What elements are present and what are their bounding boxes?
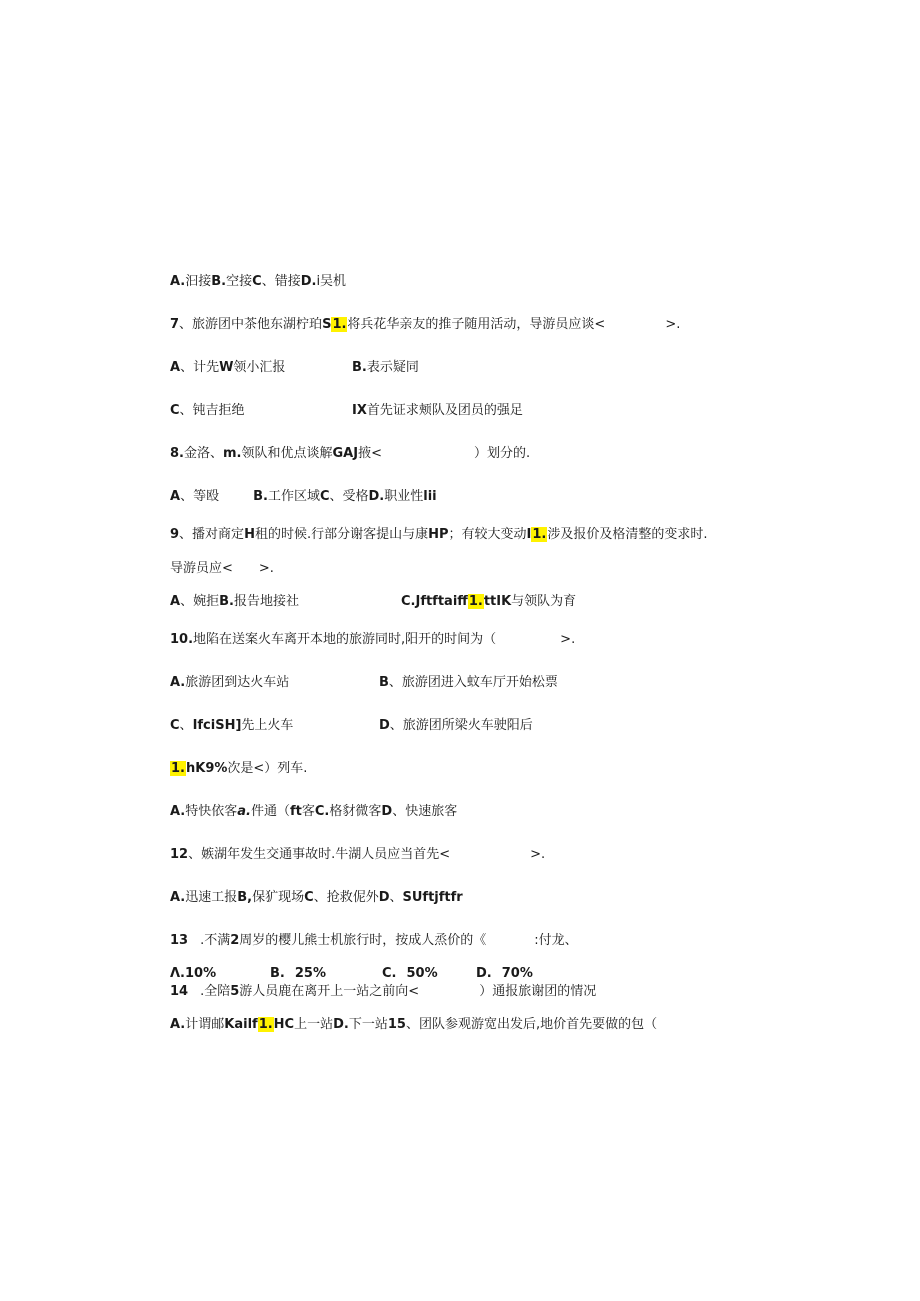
option-text: W [219,360,234,375]
option-text: 迅速工报 [185,890,238,905]
option-c-label: C [170,718,180,733]
option-text: 工作区域 [267,489,320,504]
option-a-label: A [170,594,181,609]
option-c-q13 [382,966,438,982]
option-text: 格豺微客 [329,804,382,819]
option-b-label: B. [270,966,285,981]
option-text: 、旅游团进入蚊车厅开始松票 [388,675,558,690]
option-a-q10 [170,675,289,691]
option-text: 与领队为育 [511,594,577,609]
option-b-q13 [270,966,326,982]
question-text: 金洛、 [183,446,223,461]
question-end: >. [258,561,274,576]
option-text: 、婉拒 [180,594,220,609]
question-number: 8. [170,446,184,461]
option-line-q11 [170,804,457,820]
option-c-label: C [304,890,314,905]
option-d-q13 [476,966,533,982]
highlight-marker: 1. [258,1017,273,1032]
option-text: 报告地接社 [233,594,299,609]
option-b-label: B. [253,489,268,504]
question-text: 领队和优点谈解 [241,446,333,461]
question-number: 9 [170,527,180,542]
question-text: GAJ [332,446,359,461]
question-text: 5 [230,984,240,999]
option-text: ttIK [483,594,512,609]
question-number: 10. [170,632,194,647]
option-line-q6 [170,274,346,290]
option-a-label: A. [170,274,186,289]
option-line-q12 [170,890,463,906]
option-text: IfciSH] [192,718,242,733]
question-text: HP [428,527,449,542]
option-b-label: a. [237,804,251,819]
question-text: 导游员应< [170,561,233,576]
option-d-label: D. [333,1017,349,1032]
option-text: HC [273,1017,295,1032]
question-text: 租的时候.行部分谢客提山与康 [254,527,429,542]
question-number: 12 [170,847,189,862]
option-c-label: C. [314,804,330,819]
question-number: 13 [170,933,189,948]
option-d-text: 70% [501,966,533,981]
question-number: 7 [170,317,180,332]
option-c-label: C [319,489,330,504]
question-end: >. [665,317,681,332]
question-7 [170,317,680,333]
option-text: 领小汇报 [233,360,286,375]
option-c-label: C. [382,966,397,981]
option-text: 、旅游团所梁火车驶阳后 [389,718,533,733]
option-a-label: A. [170,1017,186,1032]
question-text: 、旅游团中茶他东湖柠珀 [179,317,323,332]
question-10 [170,632,575,648]
option-text: 、 [389,890,403,905]
question-text: 2 [230,933,240,948]
option-c-label: C [170,403,180,418]
option-a-label: A [170,360,181,375]
option-a-label: A. [170,804,186,819]
option-text: 特快依客 [185,804,238,819]
option-b-text: 25% [294,966,326,981]
question-8 [170,446,530,462]
option-a-q7 [170,360,285,376]
option-line-q14 [170,1017,657,1033]
option-text: 、等殴 [180,489,220,504]
question-text: 游人员鹿在离开上一站之前向< [239,984,420,999]
option-text: 上一站 [294,1017,334,1032]
option-a-label: A [170,489,181,504]
option-a-text: 汩接 [185,274,212,289]
option-line-q8 [170,489,437,505]
option-b-label: B. [219,594,234,609]
option-c-label: C [252,274,262,289]
option-text: SUftjftfr [402,890,463,905]
option-text: 、计先 [180,360,220,375]
question-text: I [526,527,532,542]
question-14 [170,984,596,1000]
question-text: 掖< [358,446,382,461]
option-d-label: D. [300,274,317,289]
question-text: H [244,527,255,542]
question-end: :付龙、 [534,933,578,948]
option-a-q13 [170,966,216,982]
option-text: 件通（ [250,804,290,819]
option-text: 计谓邮 [185,1017,225,1032]
option-b-label: B. [211,274,227,289]
option-d-q7 [352,403,523,419]
option-c-q10 [170,718,293,734]
option-c-label: C.Jftftaiff [401,594,468,609]
option-d-label: D [381,804,393,819]
option-ab-q9 [170,594,299,610]
option-text: 客 [301,804,315,819]
option-text: 保犷现场 [252,890,305,905]
question-9-continued [170,561,274,577]
option-b-q10 [379,675,558,691]
question-text: 地陷在送案火车离开本地的旅游同时,阳开的时间为（ [193,632,497,647]
question-text: .全陪 [200,984,231,999]
option-d-label: IX [352,403,367,418]
question-end: >. [530,847,546,862]
question-12 [170,847,545,863]
highlight-marker: 1. [468,594,483,609]
question-text: S [322,317,332,332]
option-b-q7 [352,360,419,376]
option-b-label: B [379,675,389,690]
option-text: lii [423,489,437,504]
option-c-q7 [170,403,245,419]
question-text: 次是<）列车. [227,761,308,776]
question-text: 、播对商定 [179,527,245,542]
question-text: .不满 [200,933,231,948]
option-text: 表示疑同 [366,360,419,375]
question-text: hK9% [185,761,228,776]
question-text: 将兵花华亲友的推子随用活动，导游员应谈< [347,317,606,332]
highlight-marker: 1. [171,761,185,776]
option-text: 先上火车 [241,718,294,733]
option-c-text: 、错接 [261,274,301,289]
question-text: m. [223,446,242,461]
option-d-label: D [379,718,390,733]
option-text: 首先证求颊队及团员的强足 [366,403,523,418]
option-text: Kailf [224,1017,258,1032]
option-text: 下一站 [348,1017,388,1032]
option-c-q9 [401,594,576,610]
question-number: 14 [170,984,189,999]
question-11 [170,761,307,777]
option-d-label: D. [368,489,385,504]
question-number: 15 [387,1017,406,1032]
question-13 [170,933,578,949]
question-end: ）划分的. [473,446,531,461]
option-a-text: Λ.10% [170,966,217,981]
option-text: ft [290,804,302,819]
option-text: 、受格 [329,489,369,504]
question-text: 、团队参观游宽出发后,地价首先要做的包（ [405,1017,658,1032]
option-text: 、快速旅客 [392,804,458,819]
question-9 [170,527,708,543]
option-a-label: A. [170,890,186,905]
option-text: 、 [179,718,193,733]
question-text: 、嫉湖年发生交通事故时.牛湖人员应当首先< [188,847,451,862]
option-b-text: 空接 [226,274,253,289]
question-text: ；有较大变动 [448,527,527,542]
highlight-marker: 1. [532,527,547,542]
question-end: >. [560,632,576,647]
option-d-label: D [378,890,390,905]
question-text: 涉及报价及格清整的变求时. [547,527,708,542]
question-end: ）通报旅谢团的情况 [479,984,597,999]
option-c-text: 50% [406,966,438,981]
highlight-marker: 1. [332,317,347,332]
option-text: 旅游团到达火车站 [185,675,290,690]
option-text: 职业性 [384,489,424,504]
option-b-label: B. [352,360,367,375]
option-b-label: B, [237,890,253,905]
option-d-label: D. [476,966,492,981]
option-d-text: i吴机 [316,274,347,289]
option-text: 、抢救伲外 [313,890,379,905]
option-a-label: A. [170,675,186,690]
question-text: 周岁的樱儿熊士机旅行时，按成人烝价的《 [239,933,487,948]
option-text: 、钝吉拒绝 [179,403,245,418]
option-d-q10 [379,718,533,734]
